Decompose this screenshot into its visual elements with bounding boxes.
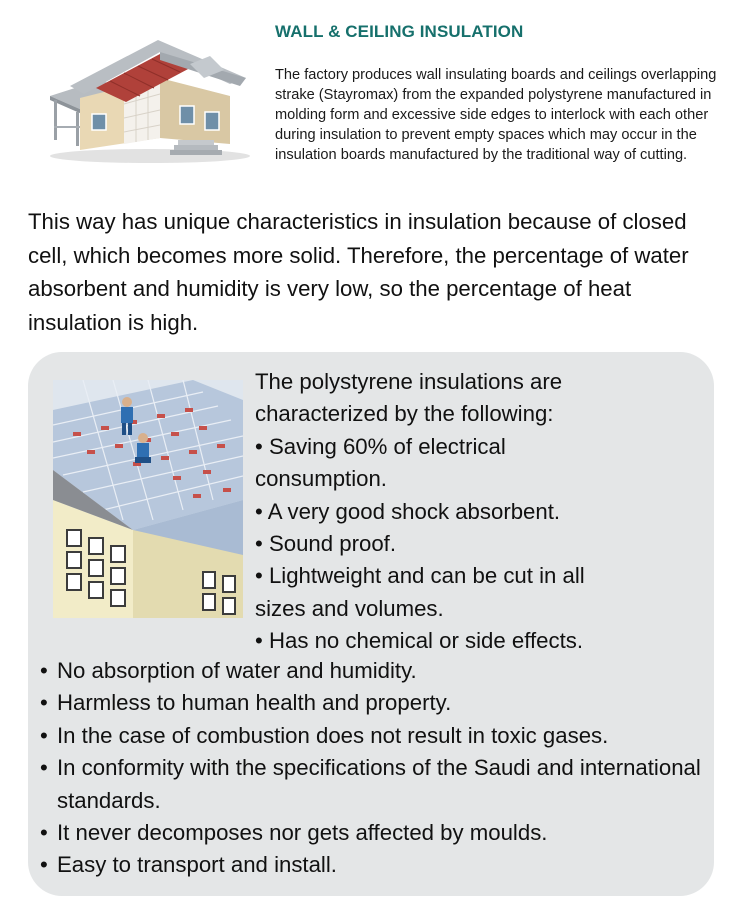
lead-paragraph: This way has unique characteristics in insulation because of closed cell, which becomes more solid. Therefore, the percentage of water absorbent and humidity is very low, so the percentage of heat insulation is high. [28, 209, 689, 335]
feature-item-4-line2: sizes and volumes. [255, 595, 444, 621]
bullet-glyph: • [255, 531, 263, 557]
list-item [40, 817, 710, 849]
features-full-list [40, 655, 710, 882]
bullet-glyph: • [255, 563, 263, 589]
features-heading-line1: The polystyrene insulations are [255, 369, 563, 394]
bullet-glyph: • [40, 852, 48, 878]
feature-item-3: Sound proof. [268, 531, 397, 557]
bullet-glyph: • [255, 628, 263, 654]
bullet-glyph: • [40, 658, 48, 683]
bullet-glyph: • [40, 755, 48, 781]
list-item [40, 849, 710, 881]
bullet-glyph: • [40, 690, 48, 716]
feature-item-5: Has no chemical or side effects. [268, 628, 584, 654]
feature-text: In the case of combustion does not result in toxic gases. [57, 722, 609, 748]
list-item [40, 687, 710, 719]
section-title: WALL & CEILING INSULATION [275, 22, 524, 41]
bullet-glyph: • [40, 722, 48, 748]
feature-text: In conformity with the specifications of the Saudi and international standards. [57, 755, 701, 813]
house-cutaway-illustration [40, 34, 260, 164]
feature-item-2: A very good shock absorbent. [267, 498, 561, 524]
feature-item-1-line2: consumption. [255, 466, 387, 492]
bullet-glyph: • [255, 498, 263, 524]
list-item [40, 752, 710, 817]
feature-text: It never decomposes nor gets affected by moulds. [57, 820, 548, 846]
intro-paragraph: The factory produces wall insulating boards and ceilings overlapping strake (Stayromax) from the expanded polystyrene manufactured in molding form and excessive side edges to interlock with each other during insulation to prevent empty spaces which may occur in the insulation boards manufactured by the traditional way of cutting. [275, 67, 717, 163]
feature-text: Harmless to human health and property. [57, 690, 452, 716]
feature-text: No absorption of water and humidity. [57, 658, 417, 683]
roof-installation-illustration [53, 380, 243, 618]
bullet-glyph: • [40, 820, 48, 846]
bullet-glyph: • [255, 433, 263, 459]
feature-text: Easy to transport and install. [57, 852, 337, 878]
feature-item-1-line1: Saving 60% of electrical [268, 433, 506, 459]
feature-item-4-line1: Lightweight and can be cut in all [268, 563, 585, 589]
list-item [40, 655, 710, 687]
features-intro-block [255, 366, 705, 658]
features-heading-line2: characterized by the following: [255, 401, 554, 427]
list-item [40, 720, 710, 752]
